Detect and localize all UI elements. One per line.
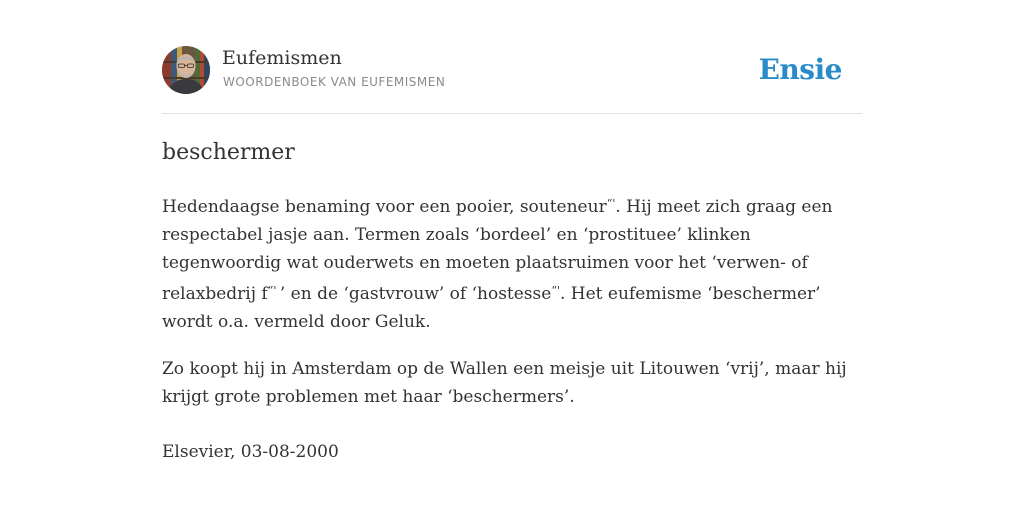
entry-example: Zo koopt hij in Amsterdam op de Wallen een meisje uit Litouwen ‘vrij’, maar hij krijgt grote problemen met haar ‘beschermers’. <box>162 359 847 407</box>
definition-text-part4: . Het eufemisme ‘beschermer’ wordt o.a. vermeld door Geluk. <box>162 284 821 332</box>
definition-text-part2: . Hij meet zich graag een respectabel jasje aan. Termen zoals ‘bordeel’ en ‘prostituee’ klinken tegenwoordig wat ouderwets en moeten plaatsruimen voor het ‘verwen- of relaxbedrij f <box>162 197 833 304</box>
reference-mark: “' <box>606 197 616 210</box>
brand-logo[interactable]: Ensie <box>758 53 842 86</box>
author-portrait-icon <box>162 46 210 94</box>
entry-content <box>162 190 862 485</box>
entry-term: beschermer <box>162 140 295 165</box>
reference-mark: “' <box>267 284 280 297</box>
author-avatar[interactable] <box>162 46 210 94</box>
author-name[interactable]: Eufemismen <box>222 47 342 69</box>
author-subtitle[interactable]: WOORDENBOEK VAN EUFEMISMEN <box>223 75 446 89</box>
reference-mark: “' <box>551 284 560 297</box>
entry-definition <box>162 190 862 336</box>
header <box>162 46 862 114</box>
definition-text-part3: ’ en de ‘gastvrouw’ of ‘hostesse <box>279 284 552 304</box>
entry-source: Elsevier, 03-08-2000 <box>162 442 339 462</box>
definition-text-part1: Hedendaagse benaming voor een pooier, souteneur <box>162 197 607 217</box>
